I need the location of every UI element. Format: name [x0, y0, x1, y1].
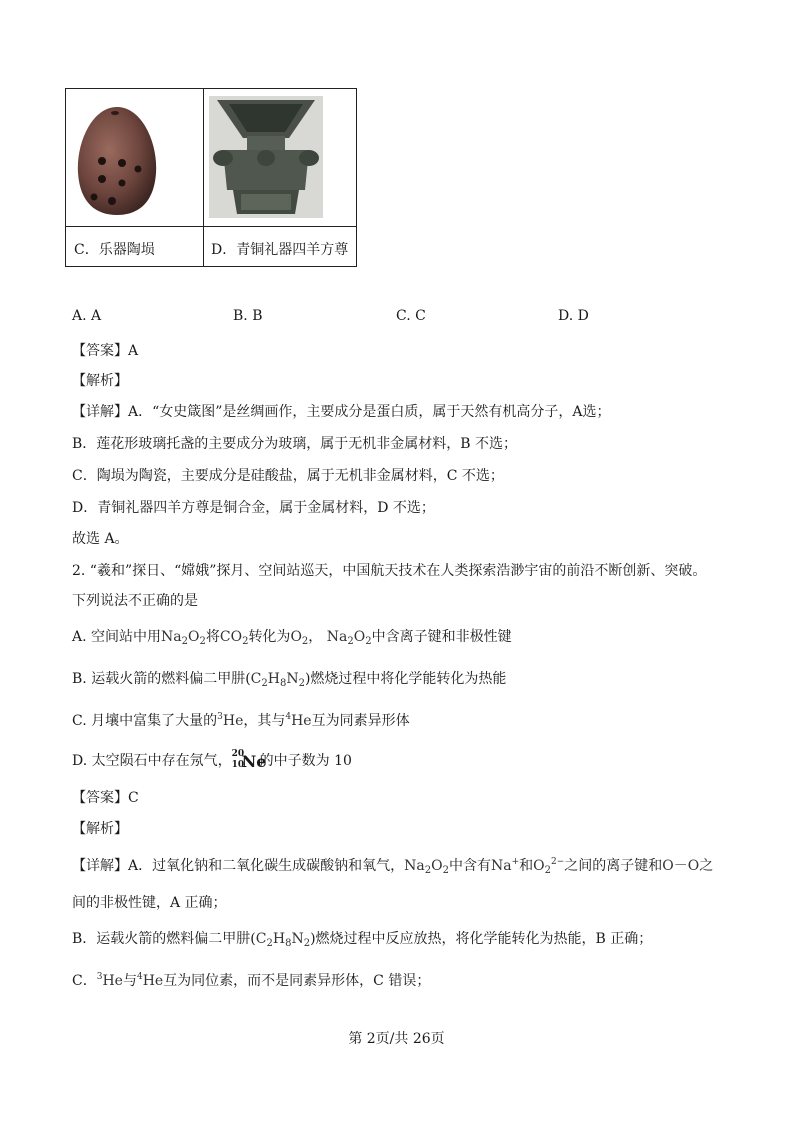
q2-detail-a-line2: 间的非极性键，A 正确；: [72, 895, 227, 911]
text: ，: [308, 629, 323, 645]
o-o-bond-formula: O－O: [662, 858, 700, 874]
text: 转化为: [248, 629, 291, 645]
he3-formula: $^3$He: [96, 972, 123, 989]
text: B. 运载火箭的燃料偏二甲肼(: [72, 671, 251, 687]
q2-option-d: [72, 750, 352, 771]
q1-detail-b: B．莲花形玻璃托盏的主要成分为玻璃，属于无机非金属材料，B 不选；: [72, 436, 518, 452]
table-cell-label-d: D．青铜礼器四羊方尊: [211, 242, 349, 258]
text: C. 月壤中富集了大量的: [72, 713, 218, 729]
q2-detail-b: B．运载火箭的燃料偏二甲肼$(C_2H_8N_2)$燃烧过程中反应放热，将化学能转化为热能，B 正确；: [72, 931, 653, 949]
q1-detail-a: 【详解】A．“女史箴图”是丝绸画作，主要成分是蛋白质，属于天然有机高分子，A选；: [72, 404, 611, 420]
text: D. 太空陨石中存在氖气，: [72, 753, 232, 769]
text: A. 空间站中用: [72, 629, 162, 645]
option-b: B. B: [233, 308, 263, 324]
o2-formula: $O_2$: [290, 629, 309, 647]
c2h8n2-formula: $C_2H_8N_2$: [250, 671, 305, 689]
q1-answer: 【答案】A: [72, 343, 139, 359]
na2o2-formula: $Na_2O_2$: [404, 858, 449, 876]
q2-detail-c: C．$^3$He与$^4$He互为同位素，而不是同素异形体，C 错误；: [72, 972, 431, 989]
q2-option-c: [72, 710, 410, 730]
na2o2-formula: $Na_2O_2$: [326, 629, 372, 647]
bronze-zun-image: [209, 96, 323, 218]
q2-answer: 【答案】C: [72, 790, 139, 806]
he4-formula: $^4$He: [136, 972, 164, 989]
na2o2-formula: $Na_2O_2$: [161, 629, 206, 647]
q2-option-a: [72, 626, 512, 647]
page-footer: 第 2页/共 26页: [348, 1031, 445, 1047]
peroxide-ion-formula: $O_2^{2-}$: [533, 857, 565, 876]
ne20-nuclide: 20 10 Ne: [231, 749, 267, 771]
q2-stem-line1: 2. “羲和”探日、“嫦娥”探月、空间站巡天，中国航天技术在人类探索浩渺宇宙的前沿不断创新、突破。: [72, 563, 707, 579]
q1-conclusion: 故选 A。: [72, 531, 129, 547]
text: 的中子数为 10: [259, 753, 352, 769]
q2-analysis-heading: 【解析】: [72, 821, 128, 837]
table-cell-label-c: C．乐器陶埙: [74, 242, 155, 258]
q1-detail-d: D．青铜礼器四羊方尊是铜合金，属于金属材料，D 不选；: [72, 500, 435, 516]
taoxun-ocarina-image: [72, 103, 162, 218]
text: 互为同素异形体: [311, 713, 410, 729]
c2h8n2-formula: $C_2H_8N_2$: [255, 931, 311, 949]
text: 中含离子键和非极性键: [371, 629, 512, 645]
q1-analysis-heading: 【解析】: [72, 373, 128, 389]
co2-formula: $CO_2$: [219, 629, 249, 647]
he4-formula: $^4$He: [285, 712, 312, 729]
text: )燃烧过程中将化学能转化为热能: [304, 671, 507, 687]
option-d: D. D: [558, 308, 589, 324]
q2-option-b: [72, 668, 506, 689]
q2-stem-line2: 下列说法不正确的是: [72, 593, 198, 609]
text: ，其与: [243, 713, 286, 729]
na-ion-formula: Na+: [490, 857, 520, 874]
he3-formula: $^3$He: [217, 712, 244, 729]
table-divider: [66, 226, 356, 227]
artifact-image-table: [65, 88, 357, 267]
text: 将: [205, 629, 220, 645]
q2-detail-a: 【详解】A．过氧化钠和二氧化碳生成碳酸钠和氧气，$Na_2O_2$中含有Na+和$O_2^{2-}$之间的离子键和O－O之: [72, 857, 714, 876]
option-c: C. C: [396, 308, 426, 324]
table-divider: [203, 89, 204, 266]
option-a: A. A: [72, 308, 102, 324]
q1-detail-c: C．陶埙为陶瓷，主要成分是硅酸盐，属于无机非金属材料，C 不选；: [72, 468, 504, 484]
